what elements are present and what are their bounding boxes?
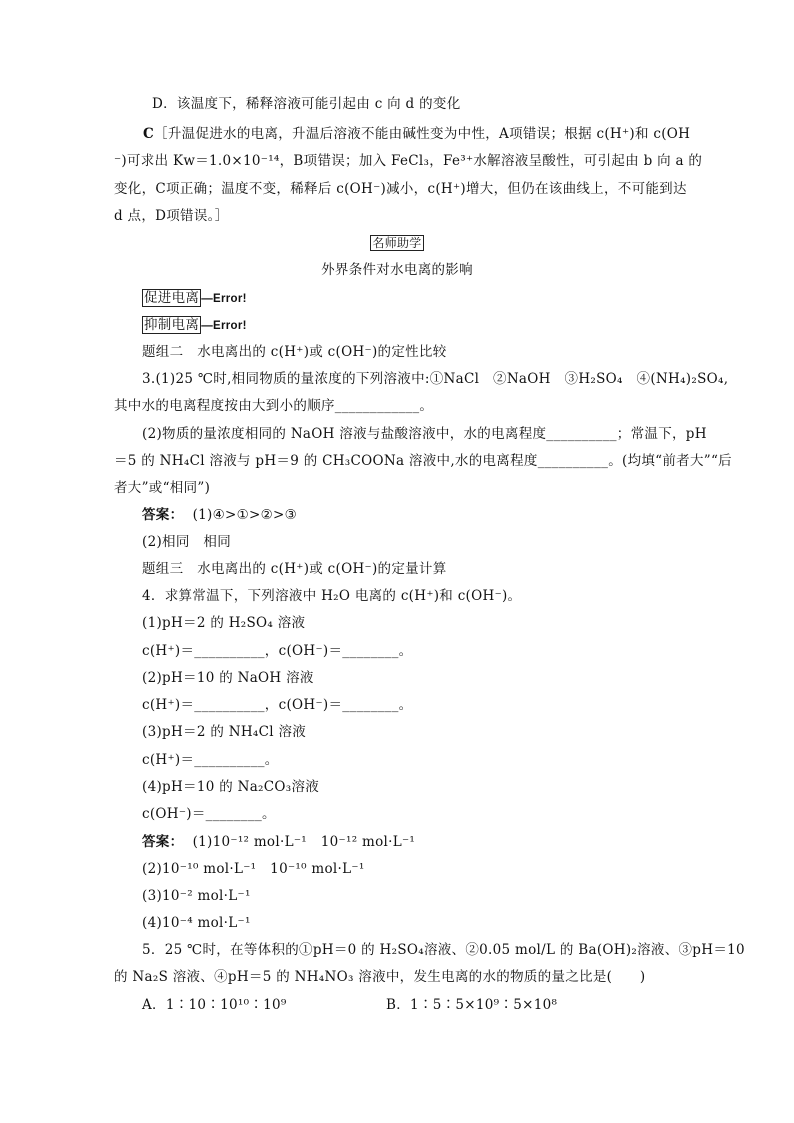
question-5-option-a: A．1∶10∶10¹⁰∶10⁹ bbox=[142, 997, 287, 1013]
section-heading: 外界条件对水电离的影响 bbox=[321, 262, 473, 278]
answer-explanation-line-4: d 点，D项错误。］ bbox=[114, 208, 229, 224]
answer-4-line-1 bbox=[142, 833, 415, 851]
question-5-line-2: 的 Na₂S 溶液、④pH＝5 的 NH₄NO₃ 溶液中，发生电离的水的物质的量之比是( ) bbox=[114, 969, 646, 985]
question-3-line-1: 3.(1)25 ℃时,相同物质的量浓度的下列溶液中:①NaCl ②NaOH ③H₂SO₄ ④(NH₄)₂SO₄, bbox=[142, 371, 729, 387]
question-3-part-2-line-2: ＝5 的 NH₄Cl 溶液与 pH＝9 的 CH₃COONa 溶液中,水的电离程度__________。(均填“前者大”“后 bbox=[114, 453, 732, 469]
question-4-part-4-blank: c(OH⁻)＝________。 bbox=[142, 806, 276, 822]
answer-4-line-3: (3)10⁻² mol·L⁻¹ bbox=[142, 888, 251, 904]
answer-explanation-line-1 bbox=[143, 125, 690, 143]
question-3-line-2: 其中水的电离程度按由大到小的顺序____________。 bbox=[114, 398, 434, 414]
question-4-part-1: (1)pH＝2 的 H₂SO₄ 溶液 bbox=[142, 615, 306, 631]
answer-key: C bbox=[143, 126, 155, 142]
question-4-part-3-blank: c(H⁺)＝__________。 bbox=[142, 752, 279, 768]
error-text: —Error! bbox=[201, 320, 247, 332]
answer-4-line-2: (2)10⁻¹⁰ mol·L⁻¹ 10⁻¹⁰ mol·L⁻¹ bbox=[142, 861, 365, 877]
question-4-part-2: (2)pH＝10 的 NaOH 溶液 bbox=[142, 670, 314, 686]
question-3-part-2-line-3: 者大”或“相同”) bbox=[114, 480, 211, 496]
question-4-stem: 4．求算常温下，下列溶液中 H₂O 电离的 c(H⁺)和 c(OH⁻)。 bbox=[142, 588, 522, 604]
answer-label: 答案： bbox=[142, 834, 184, 850]
question-4-part-4: (4)pH＝10 的 Na₂CO₃溶液 bbox=[142, 779, 320, 795]
inhibit-ionization-row bbox=[142, 316, 247, 335]
answer-explanation-line-2: ⁻)可求出 Kw＝1.0×10⁻¹⁴，B项错误；加入 FeCl₃，Fe³⁺水解溶液呈酸性，可引起由 b 向 a 的 bbox=[114, 153, 703, 169]
promote-ionization-row bbox=[142, 289, 247, 308]
question-4-part-1-blanks: c(H⁺)＝__________，c(OH⁻)＝________。 bbox=[142, 643, 413, 659]
explanation-text: ［升温促进水的电离，升温后溶液不能由碱性变为中性，A项错误；根据 c(H⁺)和 c(OH bbox=[154, 126, 691, 142]
question-5-option-b: B．1∶5∶5×10⁹∶5×10⁸ bbox=[386, 997, 558, 1013]
group-two-heading: 题组二 水电离出的 c(H⁺)或 c(OH⁻)的定性比较 bbox=[142, 344, 447, 360]
answer-value: (1)10⁻¹² mol·L⁻¹ 10⁻¹² mol·L⁻¹ bbox=[192, 834, 416, 850]
question-3-part-2-line-1: (2)物质的量浓度相同的 NaOH 溶液与盐酸溶液中，水的电离程度__________；常温下，pH bbox=[142, 426, 707, 442]
answer-explanation-line-3: 变化，C项正确；温度不变，稀释后 c(OH⁻)减小，c(H⁺)增大，但仍在该曲线上，不可能到达 bbox=[114, 181, 687, 197]
answer-3-line-2: (2)相同 相同 bbox=[142, 534, 232, 550]
answer-3-line-1 bbox=[142, 506, 297, 524]
error-text: —Error! bbox=[201, 293, 247, 305]
answer-4-line-4: (4)10⁻⁴ mol·L⁻¹ bbox=[142, 915, 251, 931]
question-4-part-2-blanks: c(H⁺)＝__________，c(OH⁻)＝________。 bbox=[142, 697, 413, 713]
answer-value: (1)④>①>②>③ bbox=[192, 507, 298, 523]
question-4-part-3: (3)pH＝2 的 NH₄Cl 溶液 bbox=[142, 724, 307, 740]
answer-label: 答案： bbox=[142, 507, 184, 523]
group-three-heading: 题组三 水电离出的 c(H⁺)或 c(OH⁻)的定量计算 bbox=[142, 561, 447, 577]
question-5-line-1: 5．25 ℃时，在等体积的①pH＝0 的 H₂SO₄溶液、②0.05 mol/L 的 Ba(OH)₂溶液、③pH＝10 bbox=[142, 942, 745, 958]
section-label-wrap bbox=[0, 234, 794, 252]
section-label-famous-teacher: 名师助学 bbox=[372, 236, 422, 250]
promote-ionization-box: 促进电离 bbox=[144, 290, 200, 306]
option-d-text: D．该温度下，稀释溶液可能引起由 c 向 d 的变化 bbox=[152, 96, 461, 112]
inhibit-ionization-box: 抑制电离 bbox=[144, 317, 200, 333]
